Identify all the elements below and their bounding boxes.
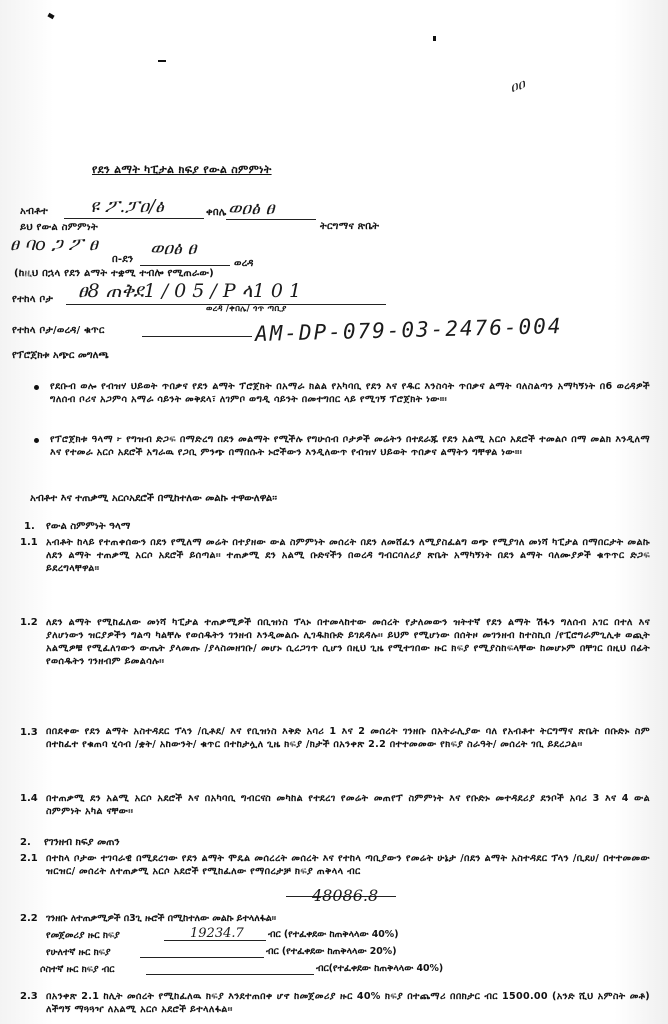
installment-3-label: ሶስተኛ ዙር ክፍያ ብር	[40, 964, 115, 975]
giver-value: ዩ ፖ.ፓዐ/ፅ	[90, 196, 164, 217]
section-1-title: የውል ስምምነት ዓላማ	[46, 521, 131, 532]
bullet-text-2: የፕሮጀክቱ ዓላማ ፦ የግዝብ ድጋፍ በማድረግ በደን መልማት የሚችሉ የግሁሰብ ቦታዎች መሬትን በተደራጁ የደን አልሚ አርሶ አደሮች ተመልሶ በማ መልክ እንዲለማ እና የተመራ አርሶ አደሮች አግራዉ የጋቢ ምንጭ በማበሱት ኑሮችውን እንዲለውጥ የብዝሃ ህይወት ጥበቃና ልማትን ግቸዋል ነው።፡	[50, 434, 650, 458]
intro-heading: የፕሮጀክቱ አጭር መግለጫ	[12, 350, 109, 361]
scan-speck	[158, 60, 166, 62]
clause-1-1-text: አብቶት ከላይ የተጠቀሰውን በደን የሚለማ መሬት በተያዘው ውል ስምምነት መሰረት በደን ለመሸፈን ለሚያስፈልግ ወጭ የሚያገለ መነሻ ካፒታል በማበርታት መልኩ ለደን ልማት ተጠቃሚ አርሶ አደሮች ይሰጣል፡፡ ተጠቃሚ ደን አልሚ ቡድናችን በወረዳ ግብርባለሪያ ጽቤት አማካኝነት በደን ልማት ባለሙያዎች ቁጥጥር ድጋፍ ይደረግላቸዋል።	[46, 537, 650, 574]
receiver-line	[140, 265, 230, 266]
scan-speck	[47, 13, 54, 19]
clause-1-4-number: 1.4	[20, 793, 38, 804]
clause-1-3-text: በበደቀው የደን ልማት አስተዳደር ፕላን /ቢቶደ/ እና የቢዝነስ እቅድ አባሪ 1 እና 2 መሰረት ገንዘቡ በአትራሊያው ባለ የአብቶተ ትርግማና ጽቤት በቡድኑ ስም በተከፈተ የቁጠባ ሂሳብ /ቋት/ አከውንት/ ቁጥር በተከታሏለ ጊዜ ክፍያ /ክታች በአንቀጽ 2.2 በተተመመው የክፍያ ስራዓት/ መሰረት ገቢ ይደረጋል፡፡	[46, 726, 650, 750]
installment-2-note: ብር (የተፈቀደው ከጠቅላላው 20%)	[266, 946, 397, 957]
receiver-label: በ-ደን	[112, 254, 134, 265]
date-value: ፀ ባo ጋ ፖ ፀ	[10, 234, 98, 255]
installment-1-value: 19234.7	[190, 926, 244, 941]
clause-2-3-number: 2.3	[20, 991, 38, 1002]
total-amount-value: 48086.8	[312, 886, 379, 905]
document-title: የደን ልማት ካፒታል ክፍያ የውል ስምምነት	[92, 163, 272, 176]
section-2-title: የገንዘብ ክፍያ መጠን	[44, 837, 120, 848]
giver-kebele-value: ወዐፅ ፀ	[228, 198, 275, 219]
section-2-number: 2.	[20, 837, 31, 848]
code-label: የተከላ ቦታ/ወረዳ/ ቁጥር	[12, 325, 105, 336]
coop-label: ትርግማና ጽቤት	[320, 221, 380, 232]
note-line: (ከዚህ በኋላ የደን ልማት ተቋሚ ተብሎ የሚጠራው)	[14, 268, 214, 279]
clause-1-2-text: ለደን ልማት የሚከፈለው መነሻ ካፒታል ተጠቃሚዎች በቢዝነስ ፕላኑ በተመላከተው መሰረት የታለመውን ዝትተኛ የደን ልማት ሽፋን ግለሰብ አገር በተለ እና ያለሆነውን ዝርያዎችን ግልጣ ካልቸሉ የወሰዱትን ገንዘብ እንዲመልሱ ሊገዱክቡድ ይገደዳሉ፡፡ ይህም የሚሆነው በሰትዞ መገንዘብ ከተስኪበ /የፒሮግራምጊሊቱ ወጪት አልሚዎቹ የሚፈለገውን ውጤት ያላመጡ /ያላስመዘገቡ/ መሆኑ ሲረጋገጥ ሲሆን በዚህ ጊዜ የሚተገበው ዙር ክፍያ የሚያስከፍላቸው ከመሆኑም በቸገር በዚህ በፊት የወሰዱትን ገንዘብም ይመልሳሉ፡፡	[46, 617, 650, 667]
giver-kebele-line	[226, 219, 316, 220]
clause-2-3-text: በአንቀጽ 2.1 ከሊት መሰረት የሚከፈለዉ ክፍያ እንደተጠበቀ ሆኖ ከመጀመሪያ ዙር 40% ክፍያ በተጨማሪ በበክታር ብር 1500.00 (አንድ ሺህ አምስት መቶ) ለችግኝ ማጓጓዣ ለአልሚ አርሶ አደሮች ይተላለፋል፡፡	[46, 991, 650, 1015]
installment-1-line	[164, 940, 266, 941]
giver-line	[64, 218, 204, 219]
woreda-label: ወረዳ	[234, 258, 254, 269]
giver-kebele-label: ቀበሌ	[206, 207, 227, 218]
installment-1-note: ብር (የተፈቀደው ከጠቅላላው 40%)	[268, 929, 399, 940]
bullet-marker	[34, 385, 39, 390]
clause-1-4-text: በተጠቃሚ ደን አልሚ አርሶ አደሮች እና በአካባቢ ግብርናስ መካከል የተደረገ የመሬት መጠየፕ ስምምነት እና የቡድኑ መተዳደሪያ ደንቦች አባሪ 3 እና 4 ውል ስምምነት አካል ናቸው፡፡	[46, 793, 650, 817]
agreement-line: አብቶተ እና ተጠቃሚ አርሶአደሮች በሚከተለው መልኩ ተዋውለዋል፡፡	[30, 493, 277, 504]
agreement-label: ይህ የውል ስምምነት	[20, 222, 98, 233]
bullet-text-1: የደቡብ ወሎ የብዝሃ ህይወት ጥበቃና የደን ልማት ፕሮጀክት በአማራ ክልል የአካባቢ የደን እና የዱር እንስሳት ጥበቃና ልማት ባለስልጣን አማካኝነት በ6 ወረዳዎች ግለሰብ ቦሪና አጋምሳ አማራ ሳይንት መቅደላ፣ ለገምቦ ወግዲ ሳይንት በመተግበር ላይ የሚገኝ ፕሮጀክት ነው።፡	[50, 381, 650, 405]
clause-1-3-number: 1.3	[20, 727, 38, 738]
section-1-number: 1.	[24, 521, 35, 532]
site-sub-label: ወረዳ /ቀበሌ/ ጎጥ ጣቢያ	[206, 304, 287, 314]
installment-3-line	[146, 974, 256, 975]
clause-2-1-text: በተከላ ቦታው ተገባራዊ በሚደረገው የደን ልማት ሞዴል መሰረረት መሰረት እና የተከላ ጣቢያውን የመሬት ሁኔታ /በደን ልማት አስተዳደር ፕላን /ቢደሀ/ በተተመመው ዝርዝር/ መሰረት ለተጠቃሚ አርሶ አደሮች የሚከፈለው የማበረታቻ ክፍያ ጠቅላላ ብር	[46, 853, 650, 877]
site-value: ፀ8 ጠቅደ1 / 0 5 / P ላ1 0 1	[78, 280, 302, 302]
bullet-marker	[34, 438, 39, 443]
giver-label: አብቶተ	[20, 206, 48, 217]
clause-2-2-number: 2.2	[20, 913, 38, 924]
clause-1-1-number: 1.1	[20, 537, 38, 548]
receiver-value: ወዐፅ ፀ	[150, 238, 197, 259]
installment-2-label: የሁለተኛ ዙር ክፍያ	[46, 947, 111, 958]
code-line	[142, 336, 252, 337]
page-number: ዐዐ	[507, 76, 528, 96]
site-label: የተከላ ቦታ	[12, 294, 54, 305]
clause-2-2-intro: ገንዘቡ ለተጠቃሚዎች በ3ጊ ዙሮች በሚከተለው መልኩ ይተላለፋል፡፡	[46, 913, 277, 924]
installment-2-line	[140, 957, 264, 958]
clause-2-1-number: 2.1	[20, 853, 38, 864]
site-code-value: AM-DP-079-03-2476-004	[254, 313, 563, 347]
scan-speck	[433, 36, 436, 41]
installment-3-note: ብር(የተፈቀደው ከጠቅላላው 40%)	[316, 963, 444, 974]
clause-1-2-number: 1.2	[20, 617, 38, 628]
installment-1-label: የመጀመሪያ ዙር ክፍያ	[46, 930, 120, 941]
installment-3-line-b	[256, 974, 314, 975]
